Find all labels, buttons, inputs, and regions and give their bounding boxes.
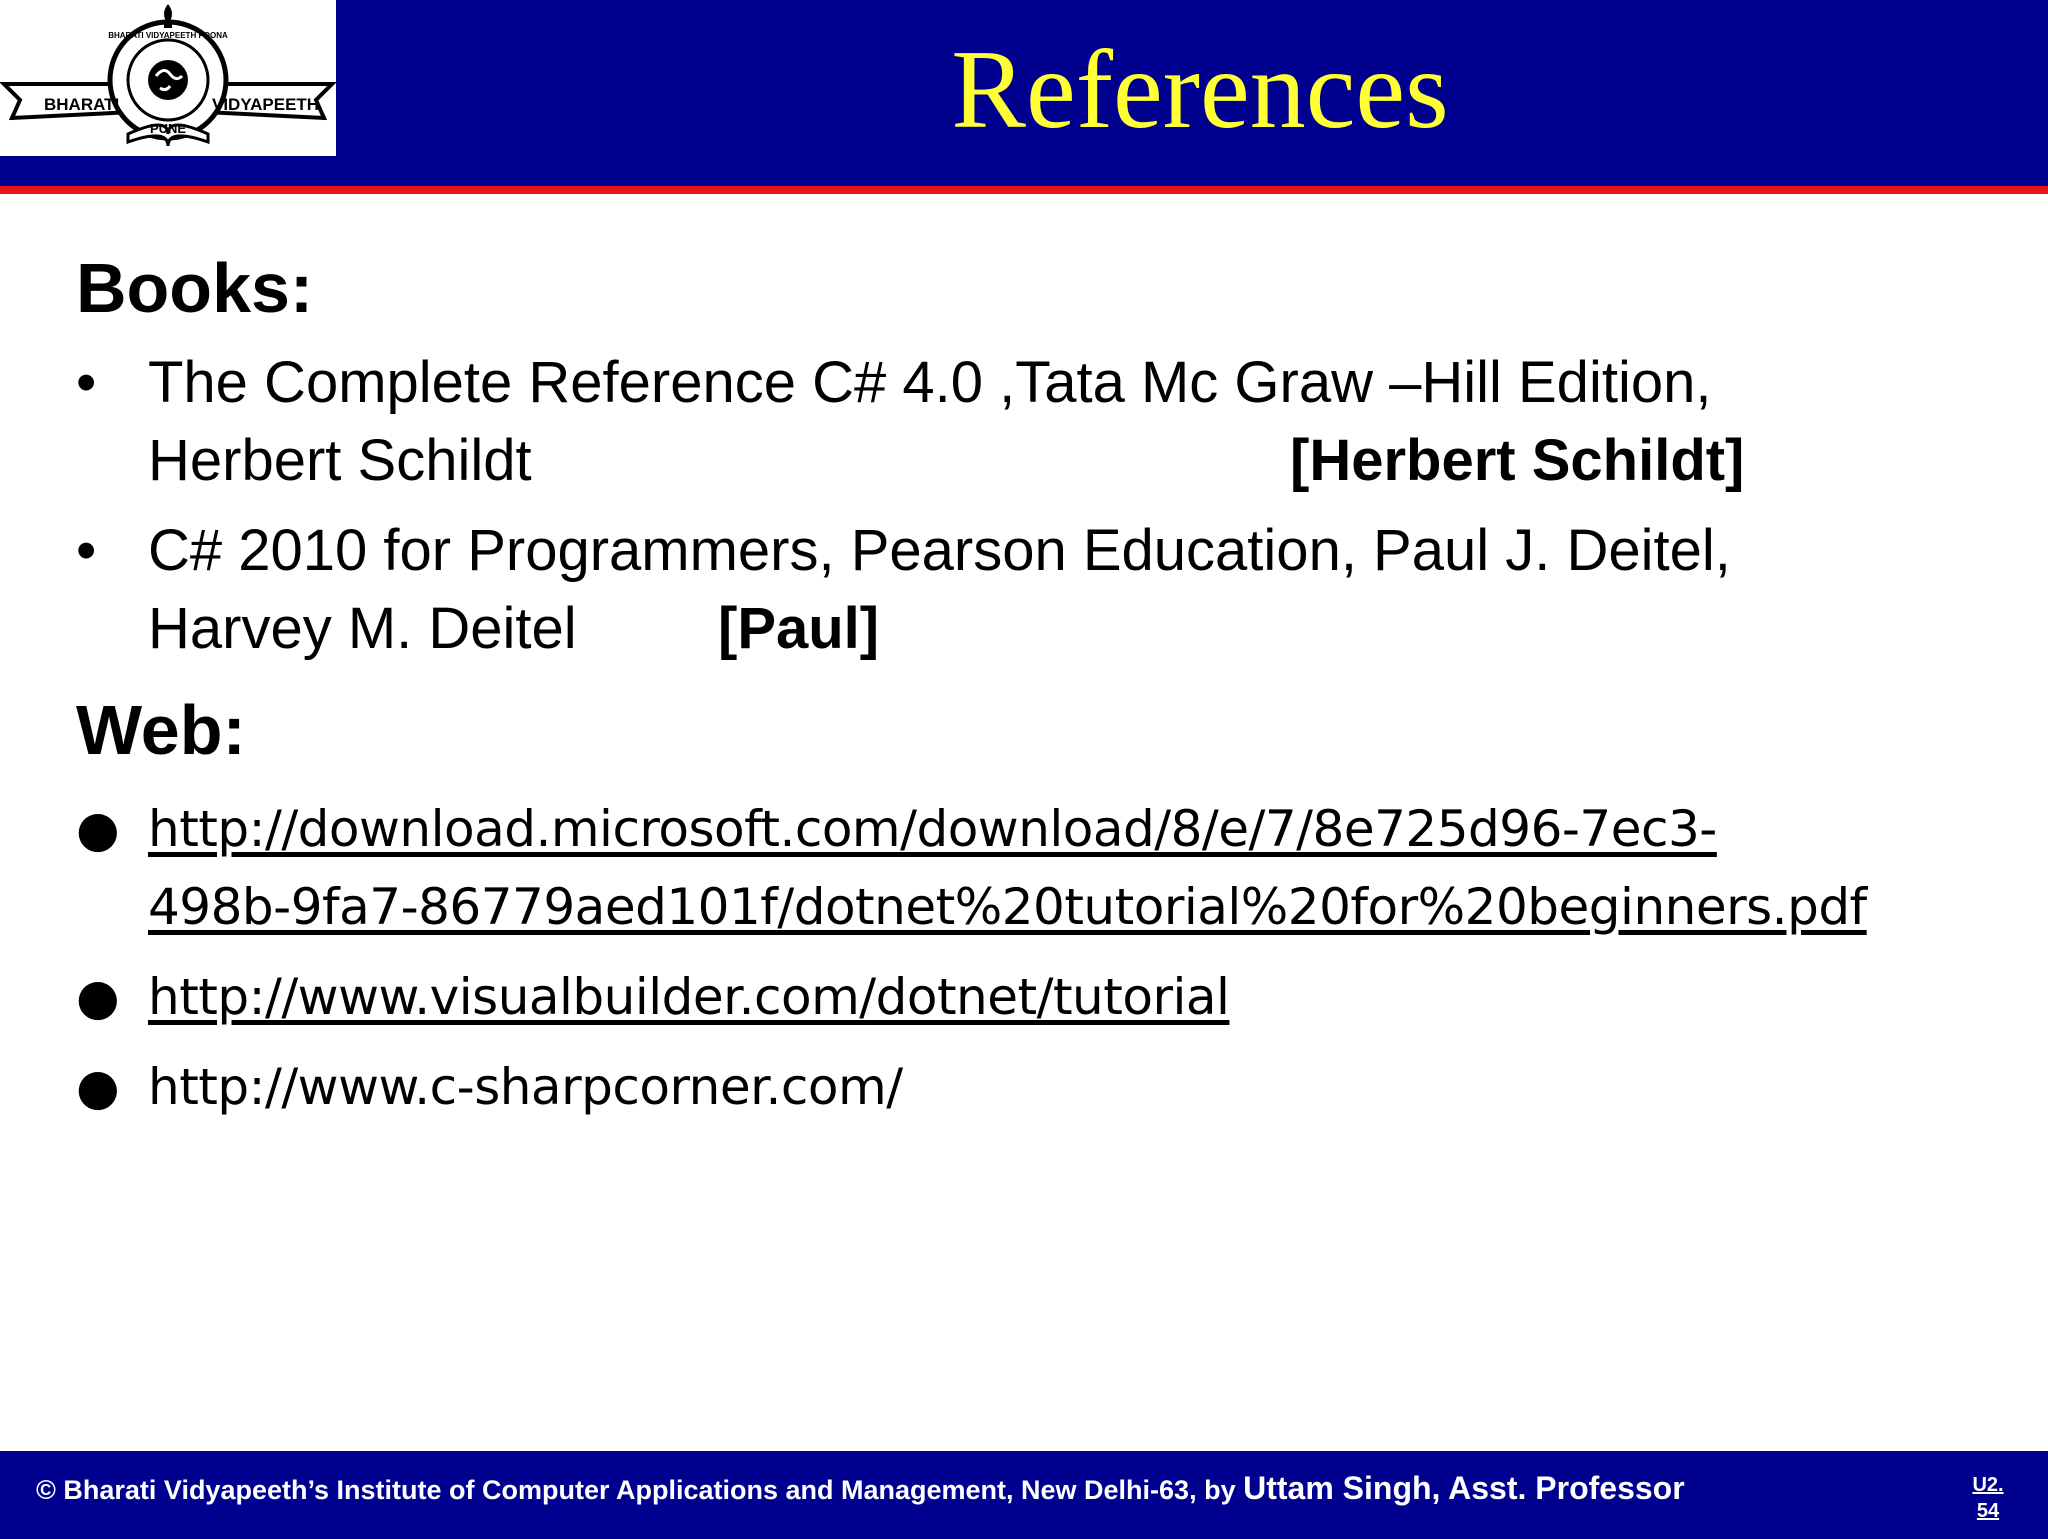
- bullet-icon: ●: [76, 800, 120, 858]
- page-number-line-1: U2.: [1972, 1474, 2004, 1496]
- web-item-plain: [76, 1048, 1996, 1128]
- bharati-vidyapeeth-seal-icon: [0, 0, 336, 156]
- footer-copyright: [36, 1470, 1685, 1508]
- book-line-1: C# 2010 for Programmers, Pearson Education, Paul J. Deitel,: [148, 518, 1731, 583]
- footer-author: Uttam Singh, Asst. Professor: [1243, 1470, 1685, 1506]
- logo-left-text: BHARATI: [44, 95, 120, 114]
- books-heading: Books:: [76, 249, 314, 327]
- book-item: [76, 512, 1976, 672]
- web-link-line-2[interactable]: 498b-9fa7-86779aed101f/dotnet%20tutorial%20for%20beginners.pdf: [148, 878, 1867, 936]
- book-line-1: The Complete Reference C# 4.0 ,Tata Mc Graw –Hill Edition,: [148, 350, 1712, 415]
- web-link-line-1[interactable]: http://download.microsoft.com/download/8/e/7/8e725d96-7ec3-: [148, 800, 1717, 858]
- logo-city-text: PUNE: [149, 121, 187, 136]
- slide-title: References: [951, 28, 1449, 152]
- book-line-2: Harvey M. Deitel: [148, 596, 577, 661]
- bullet-icon: ●: [76, 1058, 120, 1116]
- footer-copyright-text: © Bharati Vidyapeeth’s Institute of Computer Applications and Management, New Delhi-63, by: [36, 1475, 1236, 1505]
- book-item: [76, 344, 1976, 504]
- bullet-icon: •: [76, 518, 97, 583]
- web-link[interactable]: http://www.visualbuilder.com/dotnet/tutorial: [148, 968, 1230, 1026]
- book-tag: [Paul]: [718, 596, 880, 661]
- book-line-2: Herbert Schildt: [148, 428, 532, 493]
- bullet-icon: •: [76, 350, 97, 415]
- logo-right-text: VIDYAPEETH: [212, 95, 320, 114]
- bullet-icon: ●: [76, 968, 120, 1026]
- header-divider: [0, 186, 2048, 194]
- page-number-line-2: 54: [1976, 1500, 2000, 1522]
- logo: [0, 0, 336, 156]
- web-link-item[interactable]: [76, 790, 1996, 950]
- web-url-text: http://www.c-sharpcorner.com/: [148, 1058, 903, 1116]
- page-number: [1960, 1472, 2016, 1524]
- web-heading: Web:: [76, 691, 246, 769]
- web-link-item[interactable]: [76, 958, 1996, 1038]
- book-tag: [Herbert Schildt]: [1290, 428, 1745, 493]
- logo-arc-text: BHARATI VIDYAPEETH POONA: [108, 31, 228, 40]
